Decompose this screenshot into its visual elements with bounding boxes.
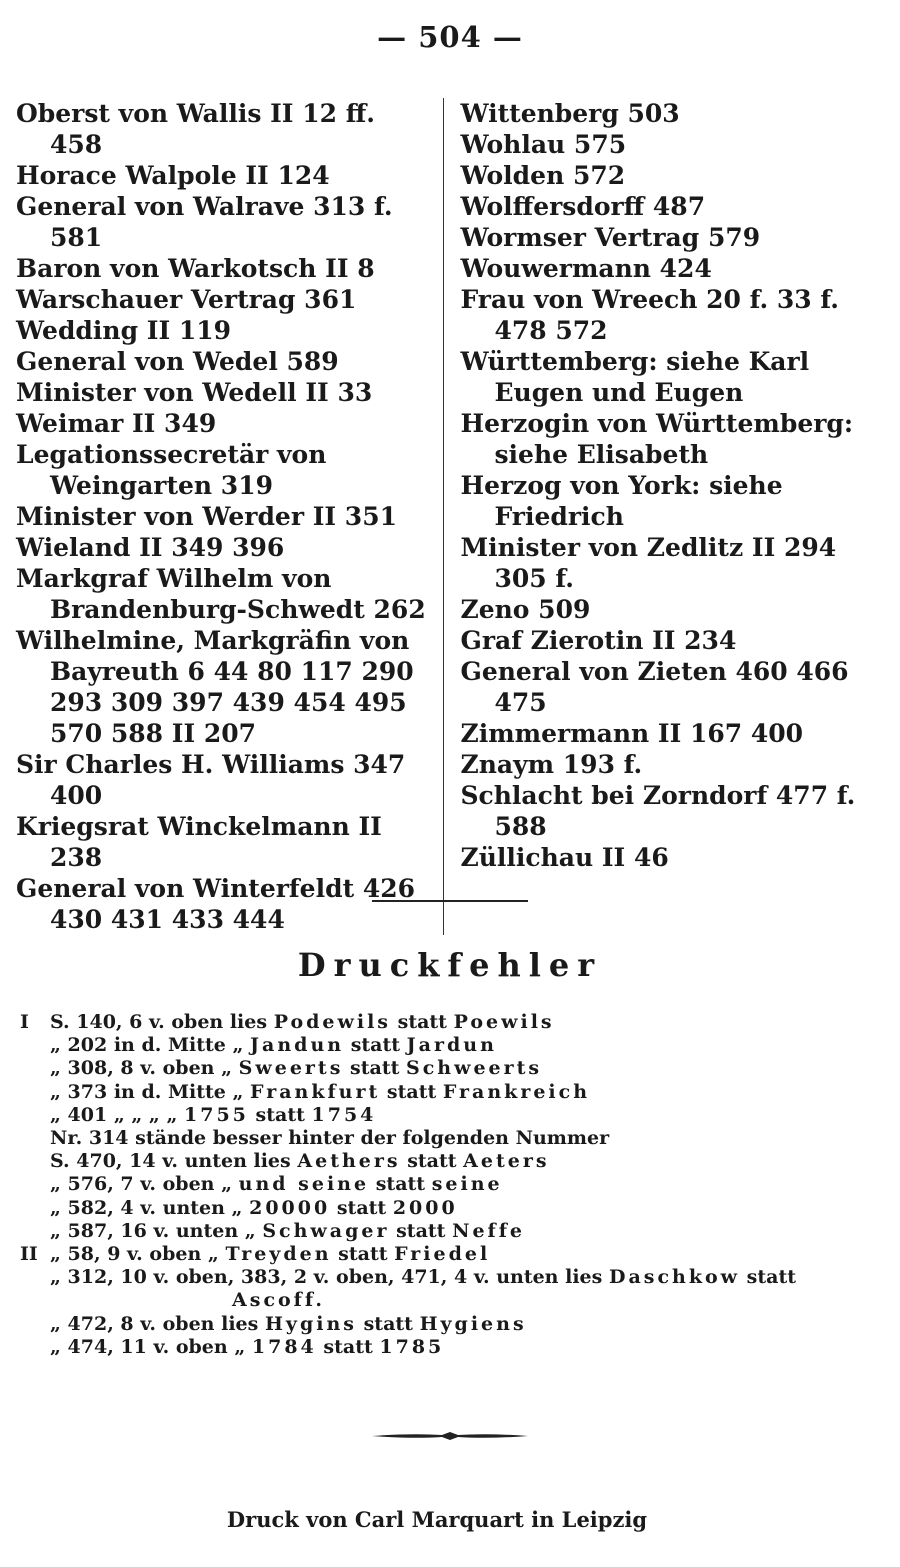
index-entry: Württemberg: siehe Karl Eugen und Eugen bbox=[460, 347, 810, 407]
index-entry: Sir Charles H. Williams 347 400 bbox=[16, 750, 406, 810]
index-entry: Znaym 193 f. bbox=[460, 750, 643, 779]
errata-volume bbox=[20, 1266, 50, 1289]
errata-line bbox=[20, 1127, 860, 1150]
index-entry: Wieland II 349 396 bbox=[16, 533, 285, 562]
errata-line bbox=[20, 1220, 860, 1243]
index-entry: Minister von Werder II 351 bbox=[16, 502, 397, 531]
index-entry: Zimmermann II 167 400 bbox=[460, 719, 804, 748]
errata-text: „ 474, 11 v. oben „ 1784 statt 1785 bbox=[50, 1335, 445, 1358]
errata-line bbox=[20, 1104, 860, 1127]
errata-line bbox=[20, 1313, 860, 1336]
index-entry: Markgraf Wilhelm von Brandenburg-Schwedt 262 bbox=[16, 564, 426, 624]
errata-text: „ 202 in d. Mitte „ Jandun statt Jardun bbox=[50, 1034, 497, 1057]
errata-volume bbox=[20, 1173, 50, 1196]
index-entry: Züllichau II 46 bbox=[460, 843, 669, 872]
errata-text: „ 582, 4 v. unten „ 20000 statt 2000 bbox=[50, 1196, 458, 1219]
errata-list bbox=[20, 1011, 860, 1359]
register-index bbox=[16, 98, 866, 935]
errata-volume bbox=[20, 1034, 50, 1057]
index-entry: Schlacht bei Zorndorf 477 f. 588 bbox=[460, 781, 856, 841]
errata-text: Ascoff. bbox=[232, 1289, 325, 1312]
index-entry: Wittenberg 503 bbox=[460, 99, 680, 128]
printer-colophon: Druck von Carl Marquart in Leipzig bbox=[226, 1507, 648, 1532]
errata-text: Nr. 314 stände besser hinter der folgenden Nummer bbox=[50, 1127, 610, 1150]
index-column-left bbox=[16, 98, 444, 935]
index-entry: Legationssecretär von Weingarten 319 bbox=[16, 440, 327, 500]
errata-title: Druckfehler bbox=[297, 946, 603, 984]
index-entry: Wormser Vertrag 579 bbox=[460, 223, 761, 252]
errata-volume bbox=[20, 1336, 50, 1359]
errata-line-continuation bbox=[20, 1289, 860, 1312]
index-entry: Wohlau 575 bbox=[460, 130, 627, 159]
errata-text: „ 312, 10 v. oben, 383, 2 v. oben, 471, 4 v. unten lies Daschkow statt bbox=[50, 1266, 796, 1289]
errata-text: „ 472, 8 v. oben lies Hygins statt Hygiens bbox=[50, 1312, 527, 1335]
errata-volume bbox=[20, 1197, 50, 1220]
errata-line bbox=[20, 1057, 860, 1080]
index-entry: Kriegsrat Winckelmann II 238 bbox=[16, 812, 382, 872]
errata-line bbox=[20, 1197, 860, 1220]
errata-volume bbox=[20, 1127, 50, 1150]
errata-volume: II bbox=[20, 1243, 38, 1266]
errata-line bbox=[20, 1081, 860, 1104]
errata-line bbox=[20, 1034, 860, 1057]
errata-text: „ 576, 7 v. oben „ und seine statt seine bbox=[50, 1173, 503, 1196]
errata-volume bbox=[20, 1104, 50, 1127]
errata-text: S. 470, 14 v. unten lies Aethers statt Aeters bbox=[50, 1150, 550, 1173]
index-entry: Wilhelmine, Markgräfin von Bayreuth 6 44 80 117 290 293 309 397 439 454 495 570 588 II 207 bbox=[16, 626, 414, 748]
errata-volume bbox=[20, 1220, 50, 1243]
index-entry: General von Wedel 589 bbox=[16, 347, 339, 376]
index-entry: Herzog von York: siehe Friedrich bbox=[460, 471, 783, 531]
index-entry: General von Winterfeldt 426 430 431 433 444 bbox=[16, 874, 415, 934]
errata-volume: I bbox=[20, 1011, 29, 1033]
errata-text: „ 308, 8 v. oben „ Sweerts statt Schweerts bbox=[50, 1057, 543, 1080]
errata-volume bbox=[20, 1057, 50, 1080]
index-column-right bbox=[444, 98, 866, 935]
index-entry: Horace Walpole II 124 bbox=[16, 161, 330, 190]
index-entry: Wedding II 119 bbox=[16, 316, 232, 345]
errata-text: „ 587, 16 v. unten „ Schwager statt Neffe bbox=[50, 1219, 525, 1242]
errata-line bbox=[20, 1336, 860, 1359]
errata-line bbox=[20, 1173, 860, 1196]
page-number: — 504 — bbox=[377, 20, 523, 54]
index-entry: Minister von Wedell II 33 bbox=[16, 378, 373, 407]
index-entry: Herzogin von Württemberg: siehe Elisabeth bbox=[460, 409, 854, 469]
errata-line bbox=[20, 1266, 860, 1289]
errata-line bbox=[20, 1011, 860, 1034]
ornament-divider bbox=[372, 1428, 528, 1444]
index-entry: Graf Zierotin II 234 bbox=[460, 626, 737, 655]
index-entry: Frau von Wreech 20 f. 33 f. 478 572 bbox=[460, 285, 839, 345]
index-entry: Minister von Zedlitz II 294 305 f. bbox=[460, 533, 837, 593]
index-entry: Wolden 572 bbox=[460, 161, 626, 190]
index-entry: Weimar II 349 bbox=[16, 409, 217, 438]
index-entry: General von Zieten 460 466 475 bbox=[460, 657, 849, 717]
errata-text: „ 373 in d. Mitte „ Frankfurt statt Frankreich bbox=[50, 1080, 591, 1103]
errata-line bbox=[20, 1243, 860, 1266]
section-divider bbox=[372, 900, 528, 902]
index-entry: Warschauer Vertrag 361 bbox=[16, 285, 357, 314]
errata-volume bbox=[20, 1313, 50, 1336]
index-entry: Baron von Warkotsch II 8 bbox=[16, 254, 375, 283]
index-entry: General von Walrave 313 f. 581 bbox=[16, 192, 393, 252]
errata-volume bbox=[20, 1081, 50, 1104]
index-entry: Wolffersdorff 487 bbox=[460, 192, 706, 221]
index-entry: Wouwermann 424 bbox=[460, 254, 712, 283]
errata-text: S. 140, 6 v. oben lies Podewils statt Poewils bbox=[50, 1011, 555, 1033]
errata-line bbox=[20, 1150, 860, 1173]
errata-volume bbox=[20, 1150, 50, 1173]
errata-text: „ 401 „ „ „ „ 1755 statt 1754 bbox=[50, 1103, 377, 1126]
errata-text: „ 58, 9 v. oben „ Treyden statt Friedel bbox=[50, 1243, 491, 1266]
index-entry: Zeno 509 bbox=[460, 595, 591, 624]
index-entry: Oberst von Wallis II 12 ff. 458 bbox=[16, 99, 375, 159]
